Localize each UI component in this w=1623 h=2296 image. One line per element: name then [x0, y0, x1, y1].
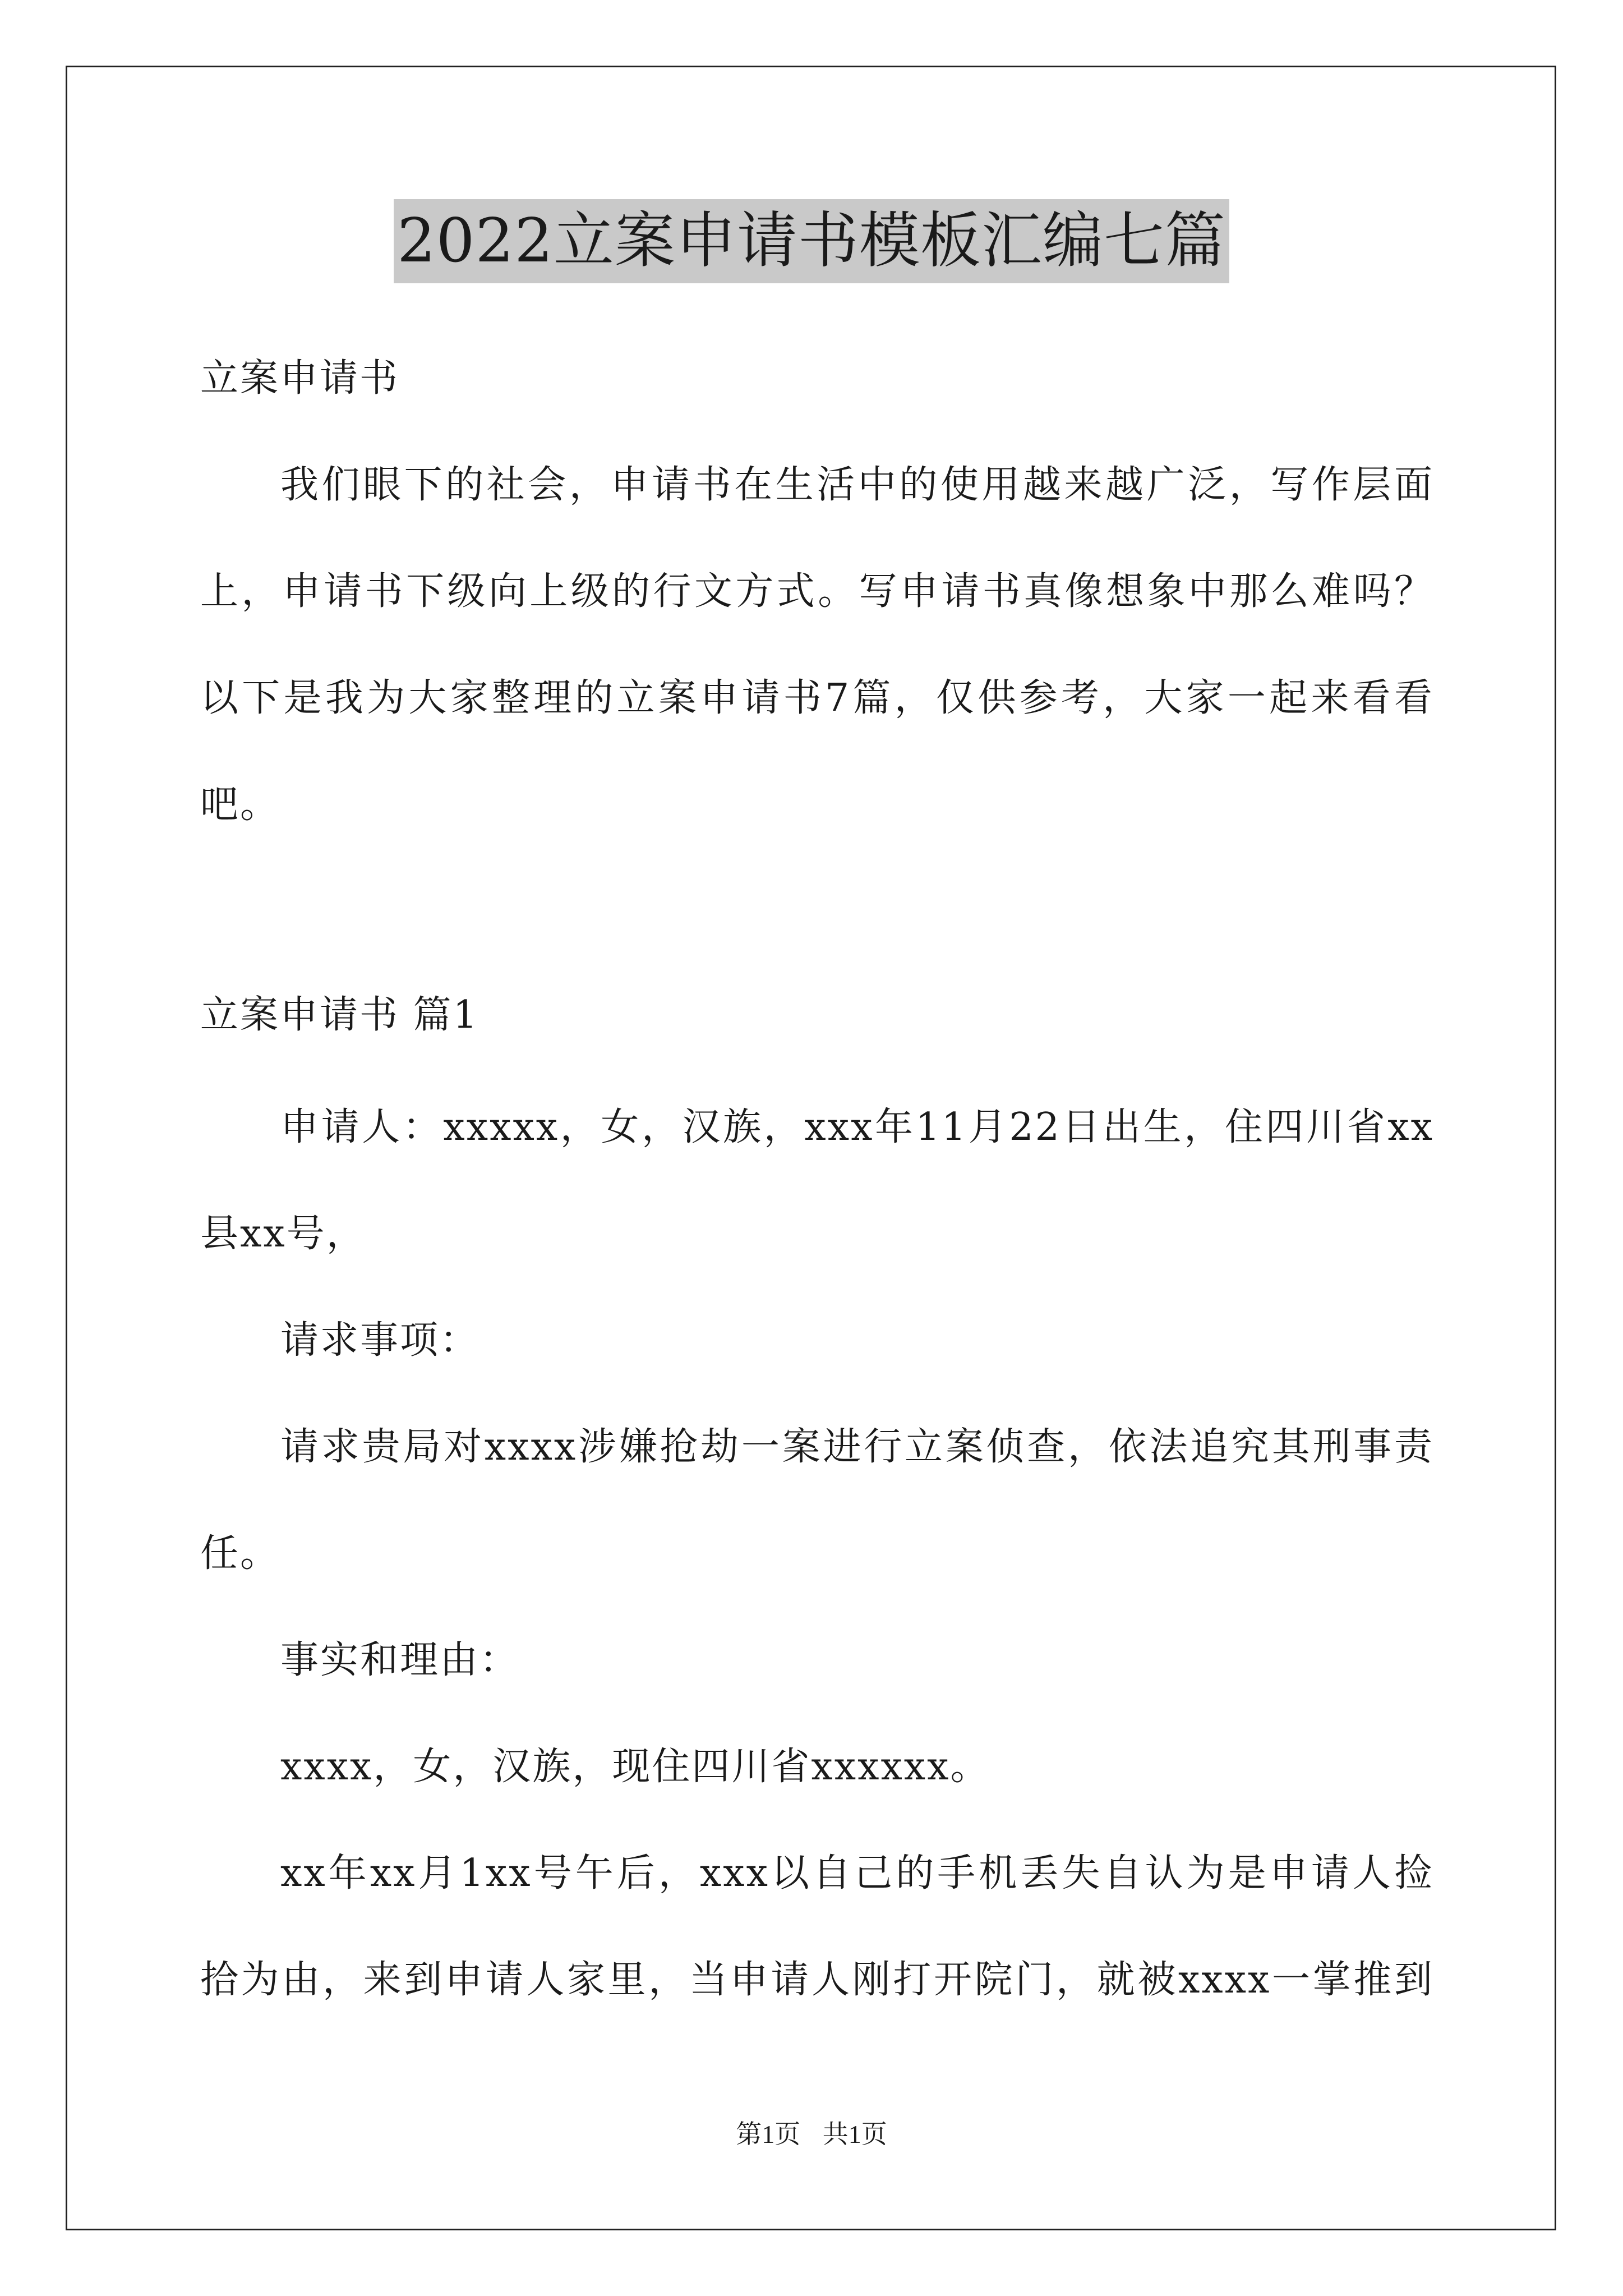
part1-line-3: 请求事项：: [280, 1318, 480, 1363]
intro-line-4: 吧。: [200, 783, 280, 827]
page-footer: [0, 2118, 1623, 2151]
part1-line-4: 请求贵局对xxxx涉嫌抢劫一案进行立案侦查，依法追究其刑事责: [280, 1425, 1434, 1469]
part1-heading: 立案申请书 篇1: [200, 993, 479, 1037]
document-title: 2022立案申请书模板汇编七篇: [394, 199, 1229, 283]
intro-line-2: 上，申请书下级向上级的行文方式。写申请书真像想象中那么难吗？: [200, 569, 1434, 614]
part1-line-6: 事实和理由：: [280, 1638, 520, 1682]
intro-line-3: 以下是我为大家整理的立案申请书7篇，仅供参考，大家一起来看看: [200, 676, 1434, 720]
page-total: 共1页: [822, 2120, 887, 2148]
section-heading: 立案申请书: [200, 356, 400, 401]
title-wrap: [0, 199, 1623, 283]
part1-line-8: xx年xx月1xx号午后，xxx以自己的手机丢失自认为是申请人捡: [280, 1851, 1434, 1895]
part1-line-5: 任。: [200, 1531, 280, 1576]
part1-line-2: 县xx号，: [200, 1212, 366, 1256]
part1-line-7: xxxx，女，汉族，现住四川省xxxxxx。: [280, 1745, 990, 1789]
page-number: 第1页: [736, 2120, 801, 2148]
part1-line-9: 拾为由，来到申请人家里，当申请人刚打开院门，就被xxxx一掌推到: [200, 1958, 1434, 2002]
intro-line-1: 我们眼下的社会，申请书在生活中的使用越来越广泛，写作层面: [280, 463, 1434, 507]
part1-line-1: 申请人：xxxxx，女，汉族，xxx年11月22日出生，住四川省xx: [280, 1105, 1434, 1149]
